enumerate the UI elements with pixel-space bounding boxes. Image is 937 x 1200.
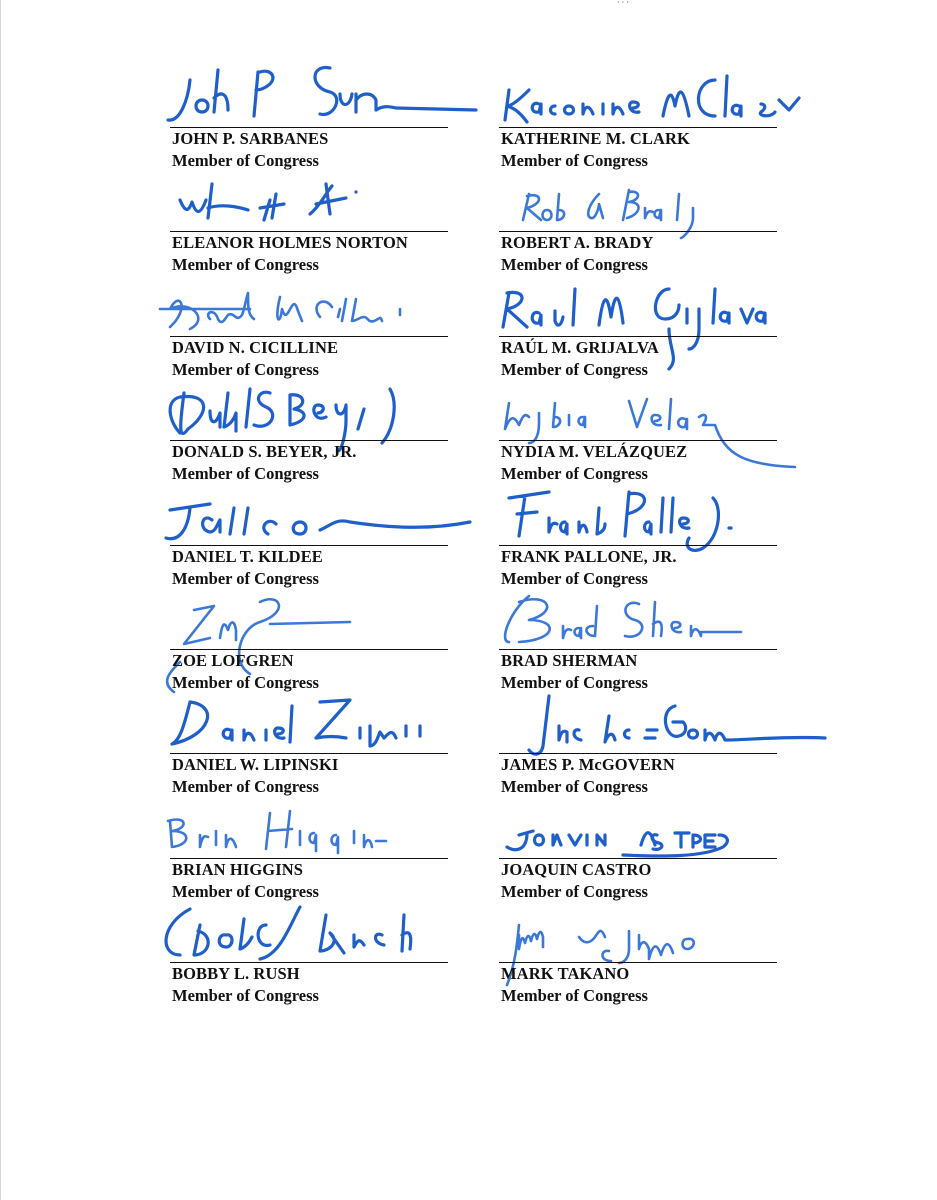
signature-line [170,649,448,650]
signature-block [170,269,470,379]
signature-line [170,858,448,859]
handwritten-signature [150,791,490,861]
signatory-title: Member of Congress [501,360,648,379]
signatory-name: BRAD SHERMAN [501,651,638,670]
signature-block [499,791,799,901]
signature-block [170,164,470,274]
signatory-name: MARK TAKANO [501,964,630,983]
signature-block [499,60,799,170]
signature-block [499,164,799,274]
signature-line [499,231,777,232]
handwritten-signature [150,895,490,965]
signatory-name: RAÚL M. GRIJALVA [501,338,659,357]
signatory-name: FRANK PALLONE, JR. [501,547,677,566]
signature-block [499,686,799,796]
signatory-name: NYDIA M. VELÁZQUEZ [501,442,688,461]
signatory-name: ELEANOR HOLMES NORTON [172,233,408,252]
signatory-name: JAMES P. McGOVERN [501,755,675,774]
signature-line [170,127,448,128]
signatory-title: Member of Congress [172,360,319,379]
scan-speck: · · · [617,0,629,7]
signature-line [499,127,777,128]
signatory-title: Member of Congress [172,673,319,692]
signature-line [170,545,448,546]
handwritten-signature [150,269,490,339]
signatory-title: Member of Congress [501,882,648,901]
signatory-name: ZOE LOFGREN [172,651,294,670]
handwritten-signature [479,60,819,130]
signatory-name: BRIAN HIGGINS [172,860,304,879]
signatory-title: Member of Congress [172,255,319,274]
signature-line [170,231,448,232]
signature-block [499,582,799,692]
signatory-name: KATHERINE M. CLARK [501,129,690,148]
signature-block [170,895,470,1005]
signature-line [499,336,777,337]
signature-block [499,269,799,379]
signature-line [499,753,777,754]
handwritten-signature [479,791,819,861]
handwritten-signature [479,686,819,756]
signature-block [499,478,799,588]
handwritten-signature [479,164,819,234]
signatory-name: DONALD S. BEYER, JR. [172,442,357,461]
signatory-title: Member of Congress [501,673,648,692]
signatory-title: Member of Congress [501,569,648,588]
signatory-title: Member of Congress [501,777,648,796]
handwritten-signature [150,60,490,130]
signature-block [170,60,470,170]
signature-line [170,336,448,337]
signature-block [170,373,470,483]
signatory-title: Member of Congress [501,151,648,170]
signatory-title: Member of Congress [501,255,648,274]
signature-line [170,440,448,441]
signatory-name: DANIEL W. LIPINSKI [172,755,339,774]
signature-block [170,478,470,588]
signature-line [499,545,777,546]
signature-line [170,753,448,754]
signature-block [170,582,470,692]
signature-block [499,373,799,483]
signatory-name: JOAQUIN CASTRO [501,860,652,879]
signatory-title: Member of Congress [172,464,319,483]
handwritten-signature [150,164,490,234]
signature-line [499,962,777,963]
handwritten-signature [479,269,819,339]
signature-line [499,858,777,859]
signatory-title: Member of Congress [172,569,319,588]
signatory-title: Member of Congress [501,464,648,483]
signature-line [499,440,777,441]
scan-margin-line [0,0,1,1200]
signatory-name: JOHN P. SARBANES [172,129,329,148]
handwritten-signature [150,686,490,756]
handwritten-signature [479,582,819,652]
handwritten-signature [479,373,819,443]
handwritten-signature [150,582,490,652]
signatory-title: Member of Congress [501,986,648,1005]
handwritten-signature [150,478,490,548]
signatory-title: Member of Congress [172,151,319,170]
signatory-name: BOBBY L. RUSH [172,964,300,983]
signature-block [170,686,470,796]
signatory-name: ROBERT A. BRADY [501,233,654,252]
handwritten-signature [479,478,819,548]
handwritten-signature [150,373,490,443]
signatory-title: Member of Congress [172,882,319,901]
signature-block [170,791,470,901]
signatory-title: Member of Congress [172,777,319,796]
signatory-name: DANIEL T. KILDEE [172,547,323,566]
signature-line [499,649,777,650]
handwritten-signature [479,895,819,965]
signatory-title: Member of Congress [172,986,319,1005]
signature-block [499,895,799,1005]
signature-line [170,962,448,963]
signatory-name: DAVID N. CICILLINE [172,338,339,357]
